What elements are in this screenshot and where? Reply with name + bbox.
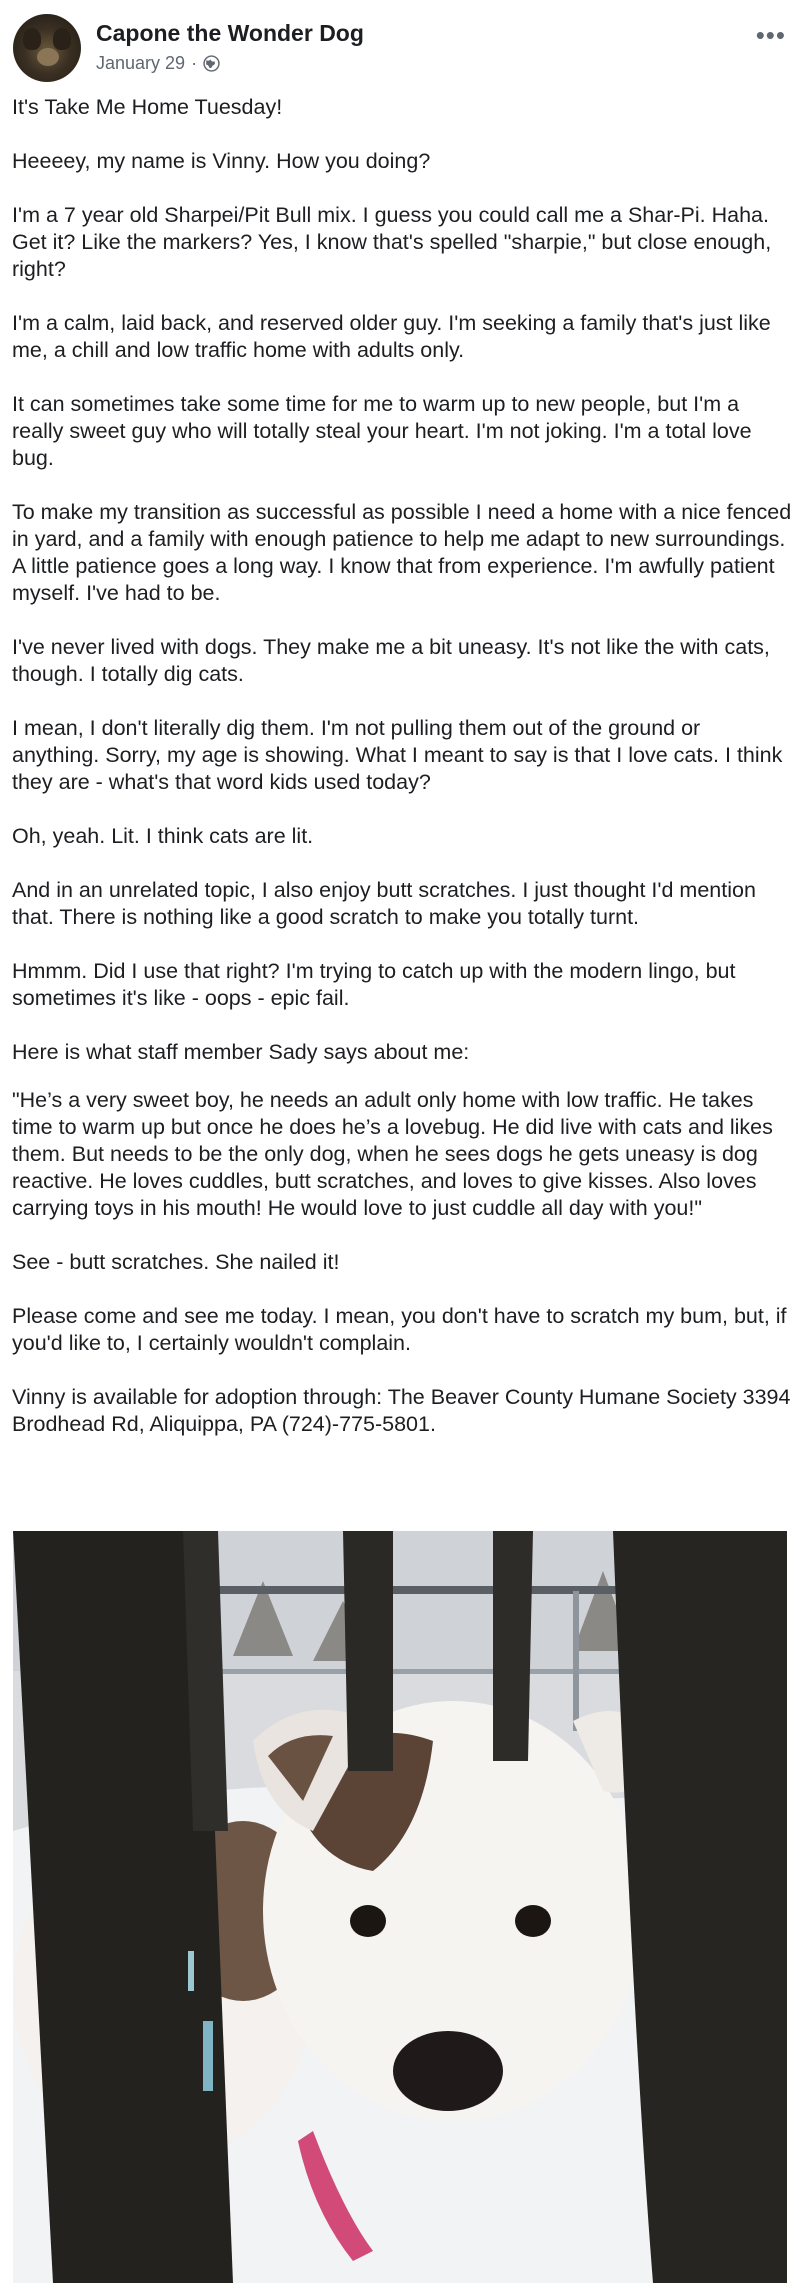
avatar-ear-right (53, 28, 71, 50)
paragraph: "He’s a very sweet boy, he needs an adult only home with low traffic. He takes time to warm up but once he does he’s a lovebug. He did live with cats and likes them. But needs to be the only dog, when he sees dogs he gets uneasy is dog reactive. He loves cuddles, butt scratches, and loves to give kisses. Also loves carrying toys in his mouth! He would love to just cuddle all day with you!" (12, 1088, 779, 1220)
dog-photo[interactable] (13, 1531, 787, 2283)
paragraph: Hmmm. Did I use that right? I'm trying to catch up with the modern lingo, but sometimes it's like - oops - epic fail. (12, 959, 742, 1010)
paragraph: I mean, I don't literally dig them. I'm not pulling them out of the ground or anything. Sorry, my age is showing. What I meant to say is that I love cats. I think they are - what's that word kids used today? (12, 716, 789, 794)
avatar-snout (37, 48, 59, 66)
post-meta (96, 53, 220, 74)
paragraph: Vinny is available for adoption through: The Beaver County Humane Society 3394 Brodhead Rd, Aliquippa, PA (724)-775-5801. (12, 1385, 797, 1436)
post-date[interactable]: January 29 (96, 53, 186, 73)
more-options-icon[interactable]: ••• (755, 20, 786, 50)
paragraph: Here is what staff member Sady says about me: (12, 1040, 470, 1064)
paragraph: Please come and see me today. I mean, you don't have to scratch my bum, but, if you'd like to, I certainly wouldn't complain. (12, 1304, 793, 1355)
post-header (0, 0, 800, 92)
paragraph: It's Take Me Home Tuesday! (12, 95, 283, 119)
post-body (12, 94, 798, 1465)
paragraph: Oh, yeah. Lit. I think cats are lit. (12, 824, 314, 848)
page-avatar[interactable] (13, 14, 81, 82)
paragraph: See - butt scratches. She nailed it! (12, 1250, 340, 1274)
meta-separator: · (191, 53, 198, 73)
globe-icon[interactable] (203, 55, 220, 72)
paragraph: To make my transition as successful as possible I need a home with a nice fenced in yard, and a family with enough patience to help me adapt to new surroundings. A little patience goes a long way. I know that from experience. I'm awfully patient myself. I've had to be. (12, 500, 798, 605)
page-name-link[interactable]: Capone the Wonder Dog (96, 20, 364, 46)
paragraph: And in an unrelated topic, I also enjoy butt scratches. I just thought I'd mention that. There is nothing like a good scratch to make you totally turnt. (12, 878, 762, 929)
dog-photo-illustration (13, 1531, 787, 2283)
paragraph: Heeeey, my name is Vinny. How you doing? (12, 149, 431, 173)
paragraph: It can sometimes take some time for me to warm up to new people, but I'm a really sweet guy who will totally steal your heart. I'm not joking. I'm a total love bug. (12, 392, 758, 470)
paragraph: I'm a 7 year old Sharpei/Pit Bull mix. I guess you could call me a Shar-Pi. Haha. Get it? Like the markers? Yes, I know that's spelled "sharpie," but close enough, right? (12, 203, 778, 281)
paragraph: I'm a calm, laid back, and reserved older guy. I'm seeking a family that's just like me, a chill and low traffic home with adults only. (12, 311, 777, 362)
paragraph: I've never lived with dogs. They make me a bit uneasy. It's not like the with cats, though. I totally dig cats. (12, 635, 776, 686)
avatar-ear-left (23, 28, 41, 50)
